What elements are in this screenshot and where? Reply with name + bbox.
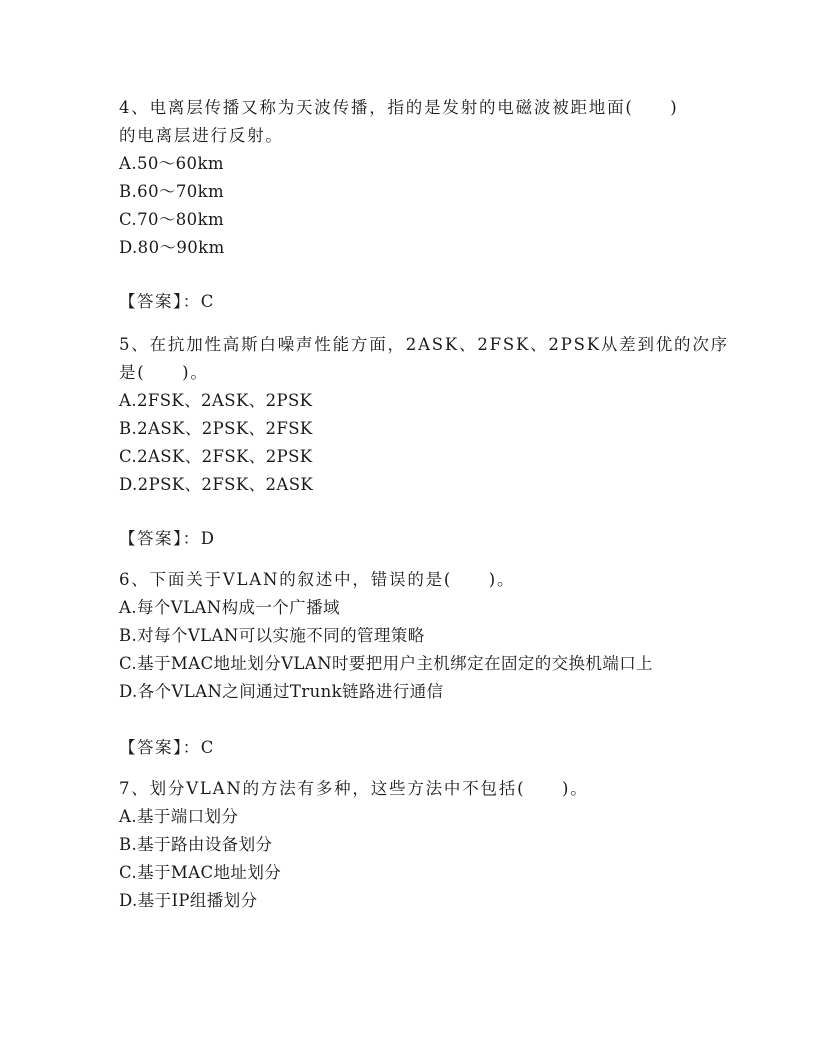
q6-option-c: C.基于MAC地址划分VLAN时要把用户主机绑定在固定的交换机端口上 (119, 654, 654, 673)
q5-option-b: B.2ASK、2PSK、2FSK (119, 419, 313, 438)
q4-stem-line-2: 的电离层进行反射。 (119, 126, 284, 145)
q5-option-a: A.2FSK、2ASK、2PSK (119, 391, 313, 410)
q7-option-b: B.基于路由设备划分 (119, 835, 273, 854)
q4-answer: 【答案】：C (119, 292, 215, 311)
q7-option-a: A.基于端口划分 (119, 807, 239, 826)
q7-option-d: D.基于IP组播划分 (119, 891, 258, 910)
q6-answer: 【答案】：C (119, 738, 215, 757)
q5-stem-line-2: 是( )。 (119, 363, 209, 382)
q5-option-c: C.2ASK、2FSK、2PSK (119, 447, 313, 466)
q4-stem-line-1: 4、电离层传播又称为天波传播，指的是发射的电磁波被距地面( ) (119, 98, 679, 117)
q7-stem-line-1: 7、划分VLAN的方法有多种，这些方法中不包括( )。 (119, 779, 589, 798)
q4-option-c: C.70～80km (119, 210, 225, 229)
q6-option-b: B.对每个VLAN可以实施不同的管理策略 (119, 626, 425, 645)
q6-stem-line-1: 6、下面关于VLAN的叙述中，错误的是( )。 (119, 570, 516, 589)
q7-option-c: C.基于MAC地址划分 (119, 863, 282, 882)
q6-option-d: D.各个VLAN之间通过Trunk链路进行通信 (119, 682, 444, 701)
q6-option-a: A.每个VLAN构成一个广播域 (119, 598, 340, 617)
q5-answer: 【答案】：D (119, 529, 216, 548)
q4-option-d: D.80～90km (119, 238, 225, 257)
q4-option-b: B.60～70km (119, 182, 225, 201)
q5-option-d: D.2PSK、2FSK、2ASK (119, 475, 314, 494)
q4-option-a: A.50～60km (119, 154, 224, 173)
q5-stem-line-1: 5、在抗加性高斯白噪声性能方面，2ASK、2FSK、2PSK从差到优的次序 (119, 335, 729, 354)
